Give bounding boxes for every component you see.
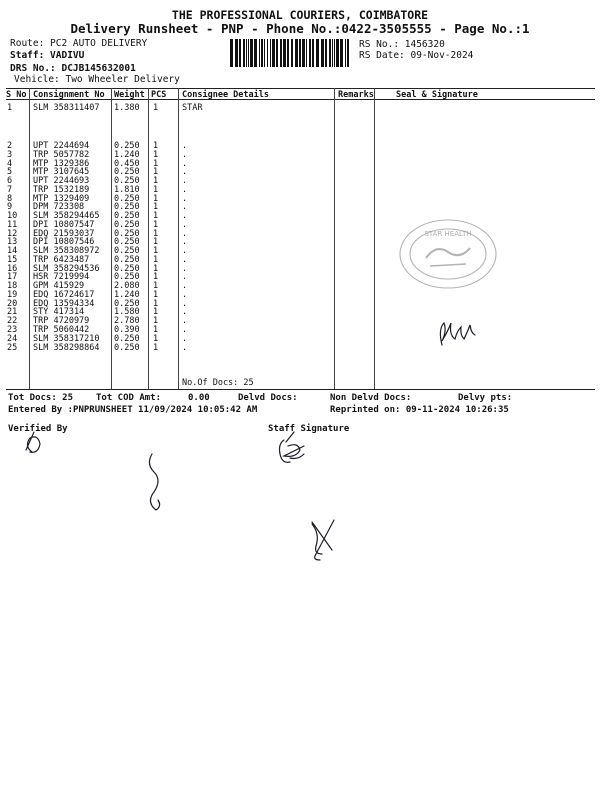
row-sno: 7 <box>7 184 13 195</box>
row-consignee: . <box>182 228 188 239</box>
row-pcs: 1 <box>153 202 159 213</box>
row-weight: 0.250 <box>114 219 140 230</box>
row-weight: 0.250 <box>114 298 140 309</box>
column-header-remarks: Remarks <box>338 90 374 100</box>
row-sno: 18 <box>7 281 18 292</box>
row-consignee: . <box>182 325 188 335</box>
row-consignment: SLM 358311407 <box>33 103 100 113</box>
row-sno: 12 <box>7 228 18 239</box>
row-sno: 6 <box>7 176 13 186</box>
row-consignee: . <box>182 184 188 195</box>
barcode-bar <box>329 39 331 67</box>
row-pcs: 1 <box>153 281 159 292</box>
route-label: Route: PC2 AUTO DELIVERY <box>10 38 148 49</box>
row-consignment: EDQ 16724617 <box>33 289 95 300</box>
row-sno: 15 <box>7 254 18 265</box>
row-consignment: TRP 4720979 <box>33 316 90 327</box>
row-pcs: 1 <box>153 342 159 353</box>
barcode-bar <box>347 39 349 67</box>
barcode-bar <box>276 39 278 67</box>
barcode-bar <box>243 39 245 67</box>
row-sno: 13 <box>7 237 18 248</box>
row-pcs: 1 <box>153 211 159 222</box>
row-sno: 5 <box>7 167 13 178</box>
row-consignee: . <box>182 254 188 265</box>
row-consignment: MTP 1329409 <box>33 193 90 204</box>
row-weight: 1.240 <box>114 149 140 160</box>
row-pcs: 1 <box>153 272 159 283</box>
row-sno: 17 <box>7 272 18 283</box>
column-divider <box>111 88 112 389</box>
staff-label: Staff: VADIVU <box>10 50 85 61</box>
entered-by: Entered By :PNPRUNSHEET 11/09/2024 10:05:42 AM <box>8 405 258 415</box>
row-weight: 0.250 <box>114 237 140 248</box>
runsheet-title: Delivery Runsheet - PNP - Phone No.:0422-3505555 - Page No.:1 <box>70 21 530 36</box>
row-consignment: EDQ 21593037 <box>33 228 95 239</box>
row-consignment: DPI 10807547 <box>33 219 95 230</box>
staff-signature <box>280 432 305 462</box>
barcode-bar <box>248 39 249 67</box>
barcode-bar <box>250 39 253 67</box>
row-consignment: TRP 5057782 <box>33 149 90 160</box>
row-pcs: 1 <box>153 176 159 186</box>
row-consignment: SLM 358294536 <box>33 263 100 274</box>
barcode-bar <box>306 39 307 67</box>
row-consignee: . <box>182 316 188 327</box>
barcode-bar <box>336 39 339 67</box>
reprinted-on: Reprinted on: 09-11-2024 10:26:35 <box>330 405 509 415</box>
docs-count: No.Of Docs: 25 <box>182 378 254 388</box>
barcode-bar <box>295 39 298 67</box>
row-consignee: . <box>182 167 188 178</box>
barcode-bar <box>267 39 268 67</box>
row-consignment: TRP 1532189 <box>33 184 90 195</box>
row-pcs: 1 <box>153 289 159 300</box>
company-name: THE PROFESSIONAL COURIERS, COIMBATORE <box>171 8 429 22</box>
barcode-graphic <box>228 39 352 67</box>
column-header-consignee: Consignee Details <box>182 90 269 100</box>
row-consignment: HSR 7219994 <box>33 272 90 283</box>
row-sno: 8 <box>7 193 13 204</box>
row-consignment: SLM 358294465 <box>33 211 100 222</box>
verifier-signature <box>26 432 40 452</box>
row-consignee: . <box>182 298 188 309</box>
barcode-bar <box>345 39 346 67</box>
row-sno: 9 <box>7 202 13 213</box>
bottom-scribble <box>312 520 334 560</box>
row-weight: 0.250 <box>114 167 140 178</box>
row-weight: 0.250 <box>114 272 140 283</box>
row-sno: 16 <box>7 263 18 274</box>
table-bottom-rule <box>6 389 595 390</box>
row-weight: 0.250 <box>114 342 140 353</box>
row-pcs: 1 <box>153 149 159 160</box>
row-consignment: MTP 3107645 <box>33 167 90 178</box>
row-weight: 1.380 <box>114 103 140 113</box>
row-pcs: 1 <box>153 219 159 230</box>
row-pcs: 1 <box>153 307 159 318</box>
row-pcs: 1 <box>153 246 159 257</box>
column-header-pcs: PCS <box>151 90 167 100</box>
row-consignment: TRP 6423487 <box>33 254 90 265</box>
row-consignment: GPM 415929 <box>33 281 85 292</box>
delivered-docs: Delvd Docs: <box>238 393 298 403</box>
verified-by-label: Verified By <box>8 424 68 434</box>
row-consignment: SLM 358308972 <box>33 246 100 257</box>
row-consignment: STY 417314 <box>33 307 85 318</box>
row-weight: 1.810 <box>114 184 140 195</box>
barcode-bar <box>264 39 265 67</box>
row-weight: 0.250 <box>114 193 140 204</box>
row-sno: 20 <box>7 298 18 309</box>
barcode-bar <box>235 39 238 67</box>
row-consignee: . <box>182 342 188 353</box>
row-consignment: TRP 5060442 <box>33 325 90 335</box>
barcode-bar <box>230 39 233 67</box>
barcode-bar <box>272 39 275 67</box>
row-weight: 0.450 <box>114 158 140 169</box>
column-header-seal: Seal & Signature <box>396 90 478 100</box>
barcode-bar <box>334 39 335 67</box>
row-consignee: . <box>182 193 188 204</box>
row-weight: 2.080 <box>114 281 140 292</box>
row-consignee: . <box>182 237 188 248</box>
row-sno: 25 <box>7 342 18 353</box>
barcode-bar <box>309 39 311 67</box>
vehicle-label: Vehicle: Two Wheeler Delivery <box>14 74 180 85</box>
column-divider <box>334 88 335 389</box>
row-pcs: 1 <box>153 158 159 169</box>
row-pcs: 1 <box>153 298 159 309</box>
row-sno: 11 <box>7 219 18 230</box>
row-weight: 0.250 <box>114 141 140 151</box>
row-sno: 22 <box>7 316 18 327</box>
row-pcs: 1 <box>153 167 159 178</box>
row-sno: 24 <box>7 333 18 344</box>
row-consignee: . <box>182 176 188 186</box>
row-sno: 23 <box>7 325 18 335</box>
row-consignee: . <box>182 141 188 151</box>
row-consignment: UPT 2244693 <box>33 176 90 186</box>
row-consignee: . <box>182 158 188 169</box>
row-consignee: . <box>182 149 188 160</box>
column-divider <box>29 88 30 389</box>
row-weight: 0.390 <box>114 325 140 335</box>
row-consignment: DPI 10807546 <box>33 237 95 248</box>
row-consignment: EDQ 13594334 <box>33 298 95 309</box>
row-sno: 3 <box>7 149 13 160</box>
row-sno: 1 <box>7 103 13 113</box>
barcode-bar <box>270 39 271 67</box>
row-consignee: . <box>182 202 188 213</box>
delivery-points: Delvy pts: <box>458 393 513 403</box>
barcode-bar <box>302 39 305 67</box>
column-divider <box>374 88 375 389</box>
row-consignee: . <box>182 333 188 344</box>
row-pcs: 1 <box>153 316 159 327</box>
row-pcs: 1 <box>153 325 159 335</box>
row-pcs: 1 <box>153 254 159 265</box>
row-pcs: 1 <box>153 103 159 113</box>
barcode-bar <box>280 39 282 67</box>
table-top-rule <box>6 88 595 89</box>
row-consignee: . <box>182 219 188 230</box>
row-consignee: . <box>182 281 188 292</box>
barcode-bar <box>316 39 319 67</box>
row-weight: 0.250 <box>114 211 140 222</box>
barcode-bar <box>321 39 324 67</box>
row-sno: 14 <box>7 246 18 257</box>
barcode-bar <box>287 39 289 67</box>
row-pcs: 1 <box>153 237 159 248</box>
row-pcs: 1 <box>153 263 159 274</box>
barcode-bar <box>261 39 263 67</box>
column-header-weight: Weight <box>114 90 145 100</box>
row-sno: 4 <box>7 158 13 169</box>
total-cod-value: 0.00 <box>188 393 210 403</box>
barcode-bar <box>239 39 241 67</box>
row-pcs: 1 <box>153 333 159 344</box>
column-divider <box>148 88 149 389</box>
mid-page-scribble <box>149 454 159 510</box>
row-weight: 0.250 <box>114 263 140 274</box>
barcode-bar <box>325 39 327 67</box>
row-weight: 1.240 <box>114 289 140 300</box>
drs-number: DRS No.: DCJB145632001 <box>10 63 136 74</box>
row-weight: 0.250 <box>114 246 140 257</box>
barcode-bar <box>291 39 293 67</box>
row-weight: 0.250 <box>114 202 140 213</box>
barcode-bar <box>332 39 333 67</box>
row-sno: 10 <box>7 211 18 222</box>
row-weight: 2.780 <box>114 316 140 327</box>
row-pcs: 1 <box>153 184 159 195</box>
row-sno: 2 <box>7 141 13 151</box>
row-consignment: SLM 358317210 <box>33 333 100 344</box>
barcode-bar <box>254 39 257 67</box>
seal-signature <box>440 323 475 345</box>
rs-date: RS Date: 09-Nov-2024 <box>359 50 474 61</box>
row-weight: 1.580 <box>114 307 140 318</box>
row-consignment: SLM 358298864 <box>33 342 100 353</box>
row-weight: 0.250 <box>114 333 140 344</box>
row-consignee: . <box>182 211 188 222</box>
non-delivered-docs: Non Delvd Docs: <box>330 393 412 403</box>
column-header-sno: S No <box>6 90 27 100</box>
barcode-bar <box>299 39 301 67</box>
rs-number: RS No.: 1456320 <box>359 39 445 50</box>
row-consignment: MTP 1329386 <box>33 158 90 169</box>
total-docs: Tot Docs: 25 <box>8 393 74 403</box>
row-consignment: DPM 723308 <box>33 202 85 213</box>
row-weight: 0.250 <box>114 254 140 265</box>
company-stamp <box>396 216 500 292</box>
staff-signature-label: Staff Signature <box>268 424 350 434</box>
barcode-bar <box>340 39 343 67</box>
row-consignment: UPT 2244694 <box>33 141 90 151</box>
barcode-bar <box>312 39 314 67</box>
stamp-text: STAR HEALTH <box>424 230 472 238</box>
row-pcs: 1 <box>153 193 159 204</box>
barcode <box>228 39 352 67</box>
row-consignee: . <box>182 246 188 257</box>
barcode-bar <box>259 39 260 67</box>
total-cod-label: Tot COD Amt: <box>96 393 162 403</box>
barcode-bar <box>283 39 286 67</box>
row-pcs: 1 <box>153 228 159 239</box>
row-pcs: 1 <box>153 141 159 151</box>
barcode-bar <box>246 39 247 67</box>
column-header-consignment: Consignment No <box>33 90 105 100</box>
row-consignee: STAR <box>182 103 203 113</box>
row-consignee: . <box>182 263 188 274</box>
row-weight: 0.250 <box>114 176 140 186</box>
column-divider <box>178 88 179 389</box>
row-weight: 0.250 <box>114 228 140 239</box>
row-sno: 21 <box>7 307 18 318</box>
row-sno: 19 <box>7 289 18 300</box>
row-consignee: . <box>182 289 188 300</box>
row-consignee: . <box>182 272 188 283</box>
row-consignee: . <box>182 307 188 318</box>
